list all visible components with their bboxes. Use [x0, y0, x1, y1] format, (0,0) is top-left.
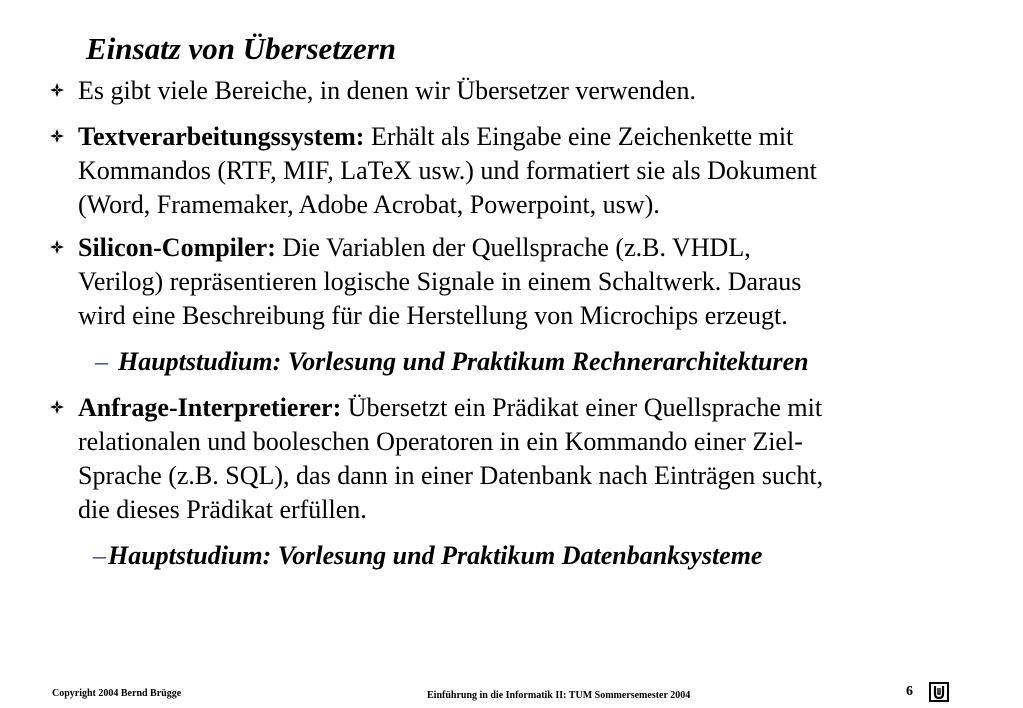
- slide-title: Einsatz von Übersetzern: [86, 31, 397, 66]
- footer-copyright: Copyright 2004 Bernd Brügge: [52, 688, 182, 699]
- footer-course: Einführung in die Informatik II: TUM Sommersemester 2004: [427, 690, 691, 701]
- page-number: 6: [906, 684, 913, 699]
- diamond-bullet-icon: [50, 129, 64, 143]
- bullet-text: (Word, Framemaker, Adobe Acrobat, Powerpoint, usw).: [78, 190, 660, 219]
- sub-item-text: Hauptstudium: Vorlesung und Praktikum Rechnerarchitekturen: [118, 347, 809, 376]
- bullet-text: Verilog) repräsentieren logische Signale in einem Schaltwerk. Daraus: [78, 267, 802, 296]
- bullet-text: Erhält als Eingabe eine Zeichenkette mit: [364, 122, 794, 151]
- bullet-text: Kommandos (RTF, MIF, LaTeX usw.) und formatiert sie als Dokument: [78, 156, 817, 185]
- dash-marker: –: [95, 347, 108, 376]
- bullet-item: [78, 391, 1008, 527]
- bullet-item: [78, 120, 1008, 222]
- bullet-text: wird eine Beschreibung für die Herstellung von Microchips erzeugt.: [78, 301, 788, 330]
- bullet-text: die dieses Prädikat erfüllen.: [78, 495, 367, 524]
- bullet-lead: Textverarbeitungssystem:: [78, 122, 365, 151]
- bullet-lead: Silicon-Compiler:: [78, 233, 276, 262]
- bullet-item: [78, 74, 1008, 108]
- bullet-item: [78, 231, 1008, 333]
- sub-item: [95, 345, 809, 379]
- bullet-text: relationalen und booleschen Operatoren in ein Kommando einer Ziel-: [78, 427, 803, 456]
- sub-item-text: Hauptstudium: Vorlesung und Praktikum Datenbanksysteme: [108, 541, 763, 570]
- bullet-text: Es gibt viele Bereiche, in denen wir Übersetzer verwenden.: [78, 76, 696, 105]
- bullet-text: Sprache (z.B. SQL), das dann in einer Datenbank nach Einträgen sucht,: [78, 461, 824, 490]
- diamond-bullet-icon: [50, 83, 64, 97]
- bullet-text: Die Variablen der Quellsprache (z.B. VHDL,: [275, 233, 751, 262]
- tum-logo-icon: [929, 682, 949, 702]
- bullet-text: Übersetzt ein Prädikat einer Quellsprache mit: [341, 393, 823, 422]
- diamond-bullet-icon: [50, 240, 64, 254]
- dash-marker: –: [93, 541, 106, 570]
- bullet-lead: Anfrage-Interpretierer:: [78, 393, 342, 422]
- sub-item: [93, 539, 762, 573]
- diamond-bullet-icon: [50, 400, 64, 414]
